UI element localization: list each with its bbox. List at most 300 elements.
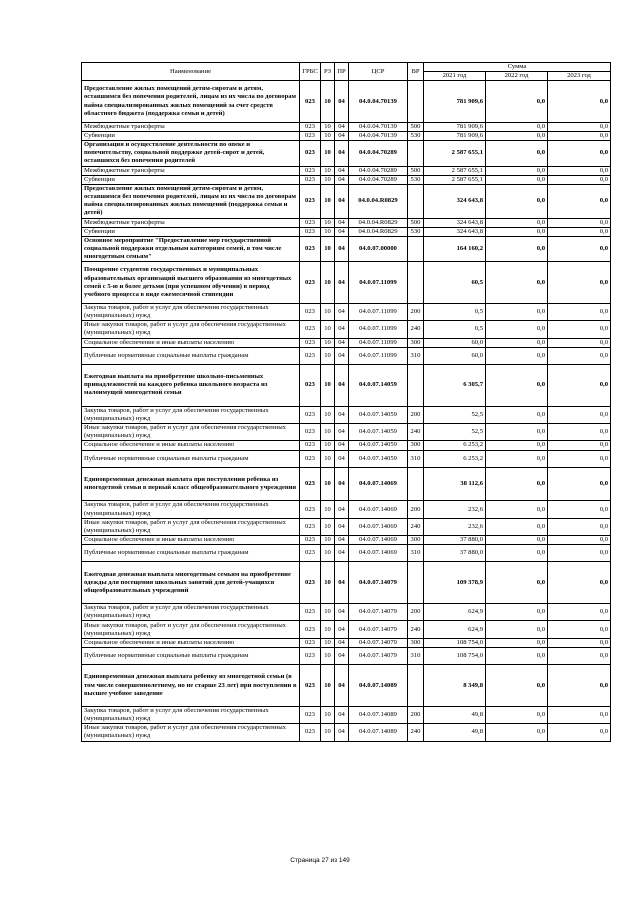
row-sum-2022: 0,0 [486,424,548,441]
row-sum-2022: 0,0 [486,518,548,535]
row-rz: 10 [321,321,335,338]
row-grbs: 023 [300,175,321,184]
row-vr [408,184,424,218]
row-name: Ежегодная денежная выплата многодетным семьям на приобретение одежды для посещения школьных занятий для детей-учащихся общеобразовательных учреждений [82,562,300,604]
row-grbs: 023 [300,321,321,338]
row-sum-2021: 6 305,7 [424,365,486,407]
table-row [82,166,611,175]
row-vr: 500 [408,218,424,227]
row-sum-2022: 0,0 [486,184,548,218]
row-pr: 04 [335,706,349,723]
row-csr: 04.0.07.14089 [349,706,408,723]
row-sum-2021: 37 880,0 [424,536,486,545]
row-vr [408,81,424,123]
row-rz: 10 [321,166,335,175]
row-pr: 04 [335,604,349,621]
row-sum-2021: 232,6 [424,501,486,518]
row-csr: 04.0.07.14069 [349,536,408,545]
row-name: Социальное обеспечение и иные выплаты населению [82,536,300,545]
header-csr: ЦСР [349,63,408,81]
row-vr: 500 [408,166,424,175]
row-sum-2023: 0,0 [548,724,611,741]
row-csr: 04.0.07.14059 [349,441,408,450]
row-csr: 04.0.07.14089 [349,665,408,707]
header-name: Наименование [82,63,300,81]
row-vr: 310 [408,545,424,562]
row-name: Межбюджетные трансферты [82,166,300,175]
row-pr: 04 [335,122,349,131]
row-grbs: 023 [300,262,321,304]
row-pr: 04 [335,441,349,450]
row-csr: 04.0.07.14059 [349,450,408,467]
row-name: Публичные нормативные социальные выплаты гражданам [82,647,300,664]
row-sum-2023: 0,0 [548,406,611,423]
row-name: Межбюджетные трансферты [82,218,300,227]
table-row [82,665,611,707]
row-grbs: 023 [300,347,321,364]
row-sum-2023: 0,0 [548,132,611,141]
row-grbs: 023 [300,706,321,723]
row-grbs: 023 [300,132,321,141]
row-name: Публичные нормативные социальные выплаты гражданам [82,545,300,562]
row-name: Публичные нормативные социальные выплаты гражданам [82,347,300,364]
row-sum-2023: 0,0 [548,450,611,467]
row-sum-2023: 0,0 [548,647,611,664]
row-sum-2022: 0,0 [486,321,548,338]
row-grbs: 023 [300,518,321,535]
row-sum-2021: 624,9 [424,621,486,638]
row-csr: 04.0.07.11099 [349,347,408,364]
row-rz: 10 [321,706,335,723]
table-row [82,175,611,184]
row-pr: 04 [335,321,349,338]
row-name: Закупка товаров, работ и услуг для обеспечения государственных (муниципальных) нужд [82,501,300,518]
table-body [82,81,611,741]
row-name: Организация и осуществление деятельности по опеке и попечительству, социальной поддержке детей-сирот и детей, оставшихся без попечения родителей [82,141,300,166]
row-pr: 04 [335,621,349,638]
row-sum-2021: 2 587 655,1 [424,166,486,175]
row-sum-2023: 0,0 [548,262,611,304]
row-vr [408,665,424,707]
row-sum-2023: 0,0 [548,467,611,501]
row-sum-2022: 0,0 [486,467,548,501]
row-name: Предоставление жилых помещений детям-сиротам и детям, оставшимся без попечения родителей, лицам из их числа по договорам найма специализированных жилых помещений (поддержка семьи и детей) [82,184,300,218]
row-vr: 300 [408,536,424,545]
row-csr: 04.0.07.11099 [349,338,408,347]
row-rz: 10 [321,406,335,423]
row-sum-2022: 0,0 [486,236,548,261]
row-sum-2021: 8 349,8 [424,665,486,707]
table-row [82,321,611,338]
row-grbs: 023 [300,304,321,321]
row-vr: 500 [408,122,424,131]
row-name: Поощрение студентов государственных и муниципальных образовательных организаций высшего образования из многодетных семей с 5-ю и более детьми (при успешном обучении) в период учебного процесса в виде ежемесячной стипендии [82,262,300,304]
row-csr: 04.0.04.70289 [349,175,408,184]
table-row [82,406,611,423]
header-year-2022: 2022 год [486,72,548,81]
row-pr: 04 [335,424,349,441]
table-row [82,262,611,304]
row-name: Социальное обеспечение и иные выплаты населению [82,441,300,450]
row-vr: 300 [408,441,424,450]
row-csr: 04.0.07.14059 [349,406,408,423]
row-sum-2021: 108 754,0 [424,638,486,647]
header-year-2021: 2021 год [424,72,486,81]
row-sum-2023: 0,0 [548,424,611,441]
row-rz: 10 [321,501,335,518]
row-rz: 10 [321,467,335,501]
row-sum-2021: 60,0 [424,347,486,364]
row-sum-2022: 0,0 [486,638,548,647]
row-pr: 04 [335,724,349,741]
row-csr: 04.0.04.70289 [349,141,408,166]
row-sum-2023: 0,0 [548,141,611,166]
row-csr: 04.0.07.11099 [349,304,408,321]
table-row [82,122,611,131]
row-csr: 04.0.07.14069 [349,518,408,535]
row-grbs: 023 [300,81,321,123]
row-vr: 310 [408,647,424,664]
row-pr: 04 [335,166,349,175]
row-name: Предоставление жилых помещений детям-сиротам и детям, оставшимся без попечения родителей, лицам из их числа по договорам найма специализированных жилых помещений за счет средств областного бюджета (поддержка семьи и детей) [82,81,300,123]
row-pr: 04 [335,141,349,166]
row-name: Закупка товаров, работ и услуг для обеспечения государственных (муниципальных) нужд [82,706,300,723]
row-sum-2023: 0,0 [548,665,611,707]
row-sum-2021: 108 754,0 [424,647,486,664]
table-row [82,647,611,664]
row-rz: 10 [321,562,335,604]
row-sum-2022: 0,0 [486,122,548,131]
table-row [82,132,611,141]
row-pr: 04 [335,365,349,407]
row-pr: 04 [335,638,349,647]
row-csr: 04.0.04.70139 [349,81,408,123]
row-csr: 04.0.07.14079 [349,647,408,664]
row-sum-2023: 0,0 [548,562,611,604]
row-pr: 04 [335,518,349,535]
row-sum-2022: 0,0 [486,81,548,123]
row-csr: 04.0.04.70289 [349,166,408,175]
row-pr: 04 [335,304,349,321]
row-pr: 04 [335,218,349,227]
row-sum-2023: 0,0 [548,441,611,450]
row-rz: 10 [321,518,335,535]
row-sum-2023: 0,0 [548,184,611,218]
table-row [82,141,611,166]
row-sum-2021: 52,5 [424,406,486,423]
row-sum-2021: 6 253,2 [424,441,486,450]
row-name: Публичные нормативные социальные выплаты гражданам [82,450,300,467]
row-vr [408,262,424,304]
row-sum-2021: 52,5 [424,424,486,441]
row-sum-2021: 324 643,8 [424,184,486,218]
row-sum-2022: 0,0 [486,175,548,184]
row-grbs: 023 [300,604,321,621]
row-sum-2021: 781 909,6 [424,81,486,123]
row-rz: 10 [321,424,335,441]
row-sum-2022: 0,0 [486,441,548,450]
row-sum-2021: 49,8 [424,706,486,723]
row-grbs: 023 [300,467,321,501]
table-row [82,184,611,218]
row-csr: 04.0.07.14079 [349,562,408,604]
row-grbs: 023 [300,365,321,407]
row-csr: 04.0.07.14089 [349,724,408,741]
row-vr [408,467,424,501]
row-csr: 04.0.07.00000 [349,236,408,261]
row-grbs: 023 [300,450,321,467]
row-sum-2023: 0,0 [548,536,611,545]
row-csr: 04.0.04.70139 [349,122,408,131]
row-pr: 04 [335,665,349,707]
row-name: Субвенции [82,132,300,141]
row-name: Социальное обеспечение и иные выплаты населению [82,338,300,347]
row-sum-2022: 0,0 [486,536,548,545]
row-sum-2022: 0,0 [486,501,548,518]
row-rz: 10 [321,647,335,664]
table-row [82,218,611,227]
row-sum-2021: 60,0 [424,338,486,347]
row-sum-2023: 0,0 [548,545,611,562]
row-grbs: 023 [300,621,321,638]
row-grbs: 023 [300,122,321,131]
table-row [82,545,611,562]
row-rz: 10 [321,665,335,707]
row-vr: 240 [408,424,424,441]
row-pr: 04 [335,545,349,562]
row-grbs: 023 [300,647,321,664]
row-sum-2022: 0,0 [486,706,548,723]
row-pr: 04 [335,501,349,518]
row-grbs: 023 [300,638,321,647]
row-rz: 10 [321,638,335,647]
row-pr: 04 [335,132,349,141]
row-sum-2022: 0,0 [486,647,548,664]
row-sum-2021: 0,5 [424,304,486,321]
row-sum-2022: 0,0 [486,262,548,304]
row-rz: 10 [321,724,335,741]
row-rz: 10 [321,122,335,131]
row-vr: 240 [408,321,424,338]
row-sum-2022: 0,0 [486,304,548,321]
row-sum-2022: 0,0 [486,338,548,347]
row-rz: 10 [321,227,335,236]
row-sum-2022: 0,0 [486,724,548,741]
row-pr: 04 [335,175,349,184]
row-pr: 04 [335,406,349,423]
row-sum-2022: 0,0 [486,166,548,175]
row-sum-2023: 0,0 [548,166,611,175]
row-sum-2021: 324 643,8 [424,227,486,236]
row-sum-2023: 0,0 [548,706,611,723]
row-sum-2022: 0,0 [486,665,548,707]
row-sum-2021: 324 643,8 [424,218,486,227]
row-name: Иные закупки товаров, работ и услуг для обеспечения государственных (муниципальных) нужд [82,724,300,741]
row-rz: 10 [321,338,335,347]
page-number: Страница 27 из 149 [290,857,350,864]
row-sum-2021: 781 909,6 [424,122,486,131]
row-name: Закупка товаров, работ и услуг для обеспечения государственных (муниципальных) нужд [82,604,300,621]
header-pr: ПР [335,63,349,81]
row-rz: 10 [321,81,335,123]
header-sum: Сумма [424,63,611,72]
row-vr [408,562,424,604]
row-csr: 04.0.04.R0829 [349,184,408,218]
row-grbs: 023 [300,166,321,175]
header-year-2023: 2023 год [548,72,611,81]
row-rz: 10 [321,184,335,218]
row-sum-2023: 0,0 [548,321,611,338]
header-rz: РЗ [321,63,335,81]
row-sum-2023: 0,0 [548,638,611,647]
row-rz: 10 [321,236,335,261]
table-row [82,518,611,535]
row-sum-2021: 37 880,0 [424,545,486,562]
row-sum-2023: 0,0 [548,365,611,407]
row-sum-2022: 0,0 [486,132,548,141]
row-sum-2022: 0,0 [486,347,548,364]
row-name: Единовременная денежная выплата при поступлении ребенка из многодетной семьи в первый класс общеобразовательного учреждения [82,467,300,501]
row-csr: 04.0.07.14059 [349,365,408,407]
row-rz: 10 [321,262,335,304]
table-row [82,236,611,261]
row-pr: 04 [335,647,349,664]
row-rz: 10 [321,536,335,545]
row-sum-2023: 0,0 [548,175,611,184]
row-sum-2021: 624,9 [424,604,486,621]
row-sum-2023: 0,0 [548,236,611,261]
row-pr: 04 [335,347,349,364]
row-name: Субвенции [82,175,300,184]
row-name: Межбюджетные трансферты [82,122,300,131]
row-sum-2022: 0,0 [486,545,548,562]
row-pr: 04 [335,338,349,347]
row-pr: 04 [335,81,349,123]
row-sum-2021: 38 112,6 [424,467,486,501]
row-sum-2022: 0,0 [486,604,548,621]
row-csr: 04.0.07.14069 [349,501,408,518]
row-vr: 530 [408,175,424,184]
row-vr: 200 [408,706,424,723]
table-row [82,604,611,621]
table-row [82,441,611,450]
row-grbs: 023 [300,536,321,545]
row-grbs: 023 [300,218,321,227]
row-csr: 04.0.07.14079 [349,621,408,638]
table-row [82,621,611,638]
table-row [82,562,611,604]
row-pr: 04 [335,262,349,304]
row-vr: 240 [408,518,424,535]
row-vr: 300 [408,638,424,647]
row-sum-2021: 232,6 [424,518,486,535]
budget-table [81,62,611,742]
row-grbs: 023 [300,562,321,604]
row-csr: 04.0.07.14079 [349,604,408,621]
row-sum-2023: 0,0 [548,81,611,123]
row-rz: 10 [321,545,335,562]
row-sum-2022: 0,0 [486,218,548,227]
row-sum-2023: 0,0 [548,501,611,518]
row-grbs: 023 [300,184,321,218]
table-row [82,706,611,723]
row-csr: 04.0.07.14059 [349,424,408,441]
row-name: Социальное обеспечение и иные выплаты населению [82,638,300,647]
row-sum-2023: 0,0 [548,304,611,321]
row-vr: 530 [408,227,424,236]
row-name: Закупка товаров, работ и услуг для обеспечения государственных (муниципальных) нужд [82,406,300,423]
row-sum-2022: 0,0 [486,227,548,236]
table-row [82,638,611,647]
row-vr: 310 [408,450,424,467]
header-grbs: ГРБС [300,63,321,81]
table-row [82,536,611,545]
table-row [82,304,611,321]
row-rz: 10 [321,132,335,141]
row-rz: 10 [321,441,335,450]
table-row [82,227,611,236]
table-row [82,450,611,467]
row-name: Единовременная денежная выплата ребенку из многодетной семьи (в том числе совершеннолетнему, но не старше 23 лет) при поступлении в высшее учебное заведение [82,665,300,707]
row-name: Закупка товаров, работ и услуг для обеспечения государственных (муниципальных) нужд [82,304,300,321]
row-pr: 04 [335,184,349,218]
row-vr: 200 [408,501,424,518]
row-name: Субвенции [82,227,300,236]
row-sum-2022: 0,0 [486,141,548,166]
row-sum-2022: 0,0 [486,621,548,638]
row-pr: 04 [335,536,349,545]
row-pr: 04 [335,450,349,467]
row-vr [408,236,424,261]
row-sum-2021: 0,5 [424,321,486,338]
table-row [82,724,611,741]
row-pr: 04 [335,467,349,501]
row-csr: 04.0.04.R0829 [349,218,408,227]
row-sum-2021: 2 587 655,1 [424,141,486,166]
row-grbs: 023 [300,724,321,741]
row-sum-2021: 60,5 [424,262,486,304]
row-vr [408,365,424,407]
row-vr: 200 [408,604,424,621]
row-grbs: 023 [300,665,321,707]
row-name: Основное мероприятие "Предоставление мер государственной социальной поддержки отдельным категориям семей, в том числе многодетным семьям" [82,236,300,261]
row-sum-2022: 0,0 [486,406,548,423]
row-vr: 310 [408,347,424,364]
row-vr: 240 [408,724,424,741]
row-rz: 10 [321,604,335,621]
table-row [82,467,611,501]
row-csr: 04.0.07.11099 [349,321,408,338]
row-csr: 04.0.07.14069 [349,545,408,562]
row-vr: 200 [408,304,424,321]
row-sum-2022: 0,0 [486,562,548,604]
row-grbs: 023 [300,141,321,166]
row-sum-2023: 0,0 [548,227,611,236]
row-csr: 04.0.07.14069 [349,467,408,501]
row-name: Иные закупки товаров, работ и услуг для обеспечения государственных (муниципальных) нужд [82,621,300,638]
row-grbs: 023 [300,236,321,261]
table-row [82,81,611,123]
row-sum-2021: 6 253,2 [424,450,486,467]
row-vr: 200 [408,406,424,423]
row-rz: 10 [321,347,335,364]
table-row [82,347,611,364]
row-grbs: 023 [300,441,321,450]
row-grbs: 023 [300,501,321,518]
row-pr: 04 [335,236,349,261]
row-rz: 10 [321,450,335,467]
row-rz: 10 [321,365,335,407]
